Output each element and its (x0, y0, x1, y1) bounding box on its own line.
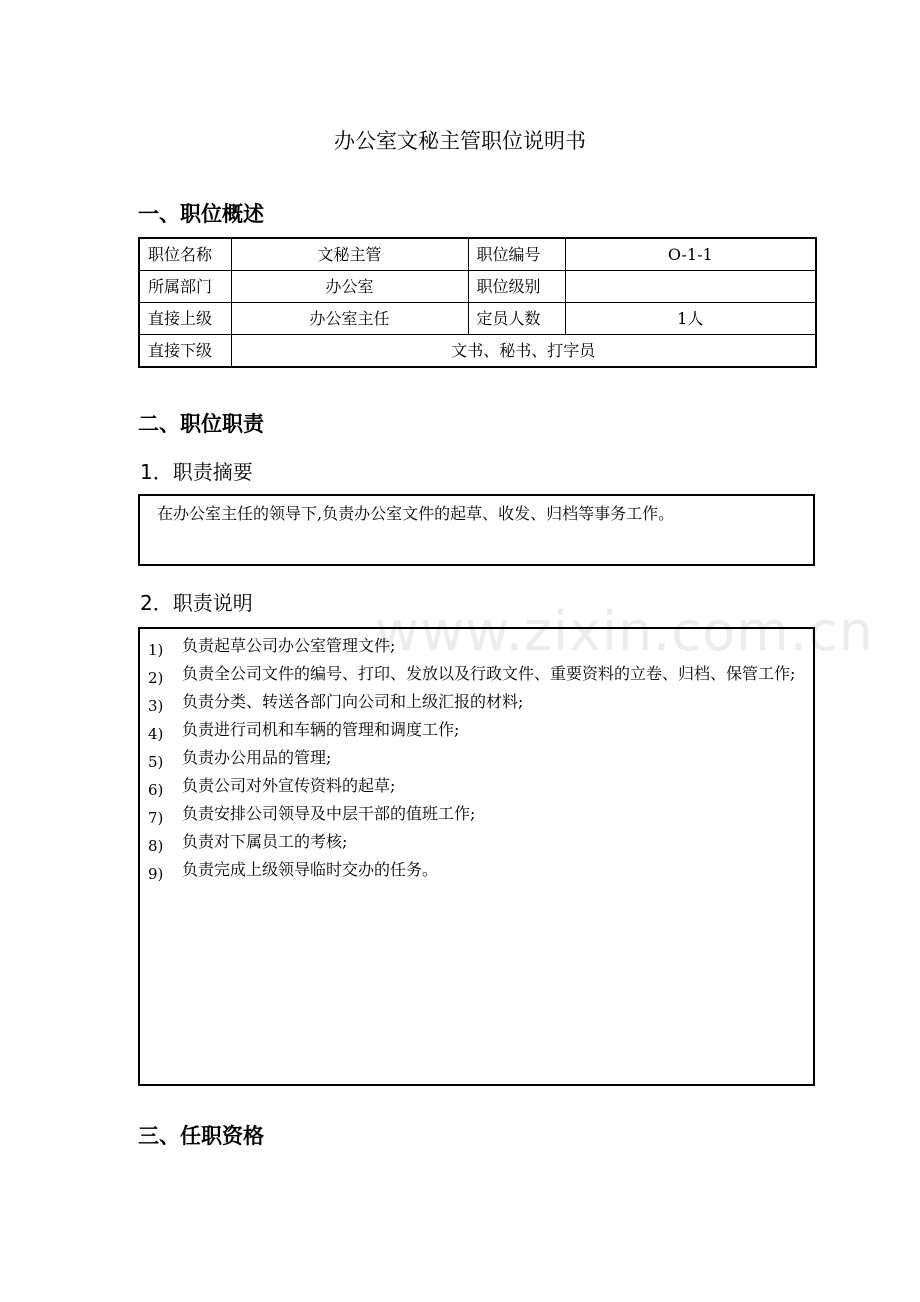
table-value-cell: 1人 (565, 303, 816, 335)
list-item (148, 719, 798, 741)
table-row (139, 271, 816, 303)
section-heading-overview: 一、职位概述 (138, 202, 264, 226)
section-heading-qualifications: 三、任职资格 (138, 1124, 264, 1148)
list-item-number: 5) (148, 753, 164, 771)
document-title: 办公室文秘主管职位说明书 (334, 129, 586, 153)
table-value-cell: 文书、秘书、打字员 (231, 335, 816, 368)
watermark: www.zixin.com.cn (375, 600, 874, 663)
list-item-text: 负责办公用品的管理; (182, 748, 332, 767)
list-item-text: 负责分类、转送各部门向公司和上级汇报的材料; (182, 692, 524, 711)
list-item-text: 负责起草公司办公室管理文件; (182, 636, 396, 655)
list-item-number: 3) (148, 697, 164, 715)
table-value-cell (565, 271, 816, 303)
list-item-number: 2) (148, 669, 164, 687)
duty-summary-box (138, 494, 815, 566)
table-row (139, 335, 816, 368)
table-value-cell: 文秘主管 (231, 238, 468, 271)
list-item-text: 负责公司对外宣传资料的起草; (182, 776, 396, 795)
list-item (148, 663, 798, 685)
table-value-cell: 办公室主任 (231, 303, 468, 335)
list-item-number: 8) (148, 837, 164, 855)
duty-list (148, 635, 798, 887)
table-row (139, 303, 816, 335)
list-item-text: 负责对下属员工的考核; (182, 832, 348, 851)
list-item-number: 7) (148, 809, 164, 827)
list-item-number: 4) (148, 725, 164, 743)
duty-details-box (138, 627, 815, 1086)
table-label-cell: 职位编号 (468, 238, 565, 271)
list-item (148, 635, 798, 657)
list-item-number: 1) (148, 641, 164, 659)
table-label-cell: 定员人数 (468, 303, 565, 335)
table-label-cell: 职位名称 (139, 238, 231, 271)
list-item (148, 803, 798, 825)
table-value-cell: O-1-1 (565, 238, 816, 271)
table-label-cell: 所属部门 (139, 271, 231, 303)
list-item (148, 775, 798, 797)
table-value-cell: 办公室 (231, 271, 468, 303)
list-item-number: 6) (148, 781, 164, 799)
list-item (148, 747, 798, 769)
subheading-duty-details: 2．职责说明 (140, 591, 253, 615)
list-item (148, 859, 798, 881)
table-label-cell: 直接上级 (139, 303, 231, 335)
duty-summary-text: 在办公室主任的领导下,负责办公室文件的起草、收发、归档等事务工作。 (157, 504, 675, 523)
list-item (148, 691, 798, 713)
table-label-cell: 直接下级 (139, 335, 231, 368)
position-overview-table (138, 237, 817, 368)
list-item-text: 负责全公司文件的编号、打印、发放以及行政文件、重要资料的立卷、归档、保管工作; (182, 664, 796, 683)
list-item (148, 831, 798, 853)
table-row (139, 238, 816, 271)
list-item-number: 9) (148, 865, 164, 883)
section-heading-duties: 二、职位职责 (138, 412, 264, 436)
subheading-duty-summary: 1．职责摘要 (140, 460, 253, 484)
list-item-text: 负责进行司机和车辆的管理和调度工作; (182, 720, 460, 739)
list-item-text: 负责完成上级领导临时交办的任务。 (182, 860, 439, 879)
table-label-cell: 职位级别 (468, 271, 565, 303)
list-item-text: 负责安排公司领导及中层干部的值班工作; (182, 804, 476, 823)
